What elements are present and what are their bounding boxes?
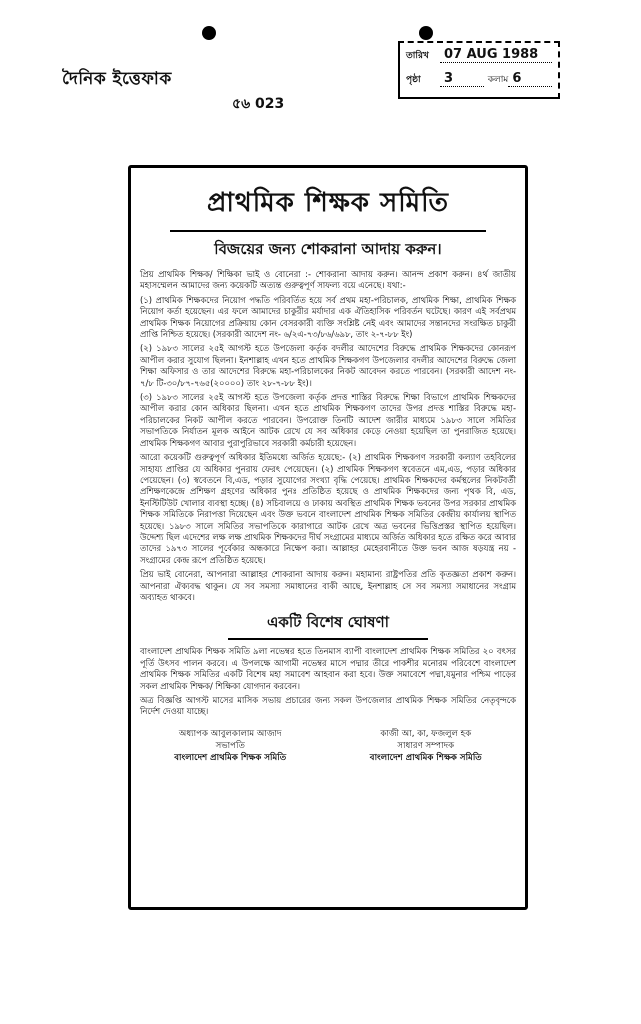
ad-paragraph: (৩) ১৯৮৩ সালের ২৫ই আগস্ট হতে উপজেলা কর্তৃক প্রদত্ত শাস্তির বিরুদ্ধে শিক্ষা বিভাগে প্রাথমিক শিক্ষকদের আপীল করার কোন অধিকার ছিলনা। এখন হতে প্রাথমিক শিক্ষকগণ তাদের উপর প্রদত্ত শাস্তির বিরুদ্ধে মহা-পরিচালকের নিকট আপীল করতে পারবেন। উপরোক্ত তিনটি আদেশ জারীর মাধ্যমে ১৯৮৩ সালে সমিতির সভাপতিকে নির্যাতন মূলক আইনে আটক রেখে যে সব অধিকার কেড়ে নেওয়া হয়েছিল তা পুনরাজিত হয়েছে। প্রাথমিক শিক্ষকগণ আবার পুরাপুরিভাবে সরকারী কর্মচারী হয়েছেন। bbox=[140, 392, 516, 448]
ad-subtitle: বিজয়ের জন্য শোকরানা আদায় করুন। bbox=[214, 240, 442, 258]
advertisement-box bbox=[128, 165, 528, 910]
ad-title: প্রাথমিক শিক্ষক সমিতি bbox=[170, 182, 486, 232]
ad-paragraph: (১) প্রাথমিক শিক্ষকদের নিয়োগ পদ্ধতি পরিবর্তিত হয়ে সর্ব প্রথম মহা-পরিচালক, প্রাথমিক শিক্ষা, প্রাথমিক শিক্ষক নিয়োগ কর্তা হয়েছেন। এর ফলে আমাদের চাকুরীর মর্যাদার এক ঐতিহাসিক পরিবর্তন ঘটেছে। কারণ এই সর্বপ্রথম প্রাথমিক শিক্ষক নিয়োগের প্রক্রিয়ায় কোন বেসরকারী ব্যক্তি সংশ্লিষ্ট নেই এবং আমাদের সন্তানদের সংরক্ষিত চাকুরী প্রাপ্তি নিশ্চিত হয়েছে। (সরকারী আদেশ নং- ৬/২এ-৭৩/৮৬/৬৯৮, তাং ২-৭-৮৮ ইং) bbox=[140, 294, 516, 340]
stamp-page-value: 3 bbox=[440, 71, 484, 87]
newspaper-name: দৈনিক ইত্তেফাক bbox=[62, 69, 172, 89]
signature-title: সাধারণ সম্পাদক bbox=[397, 740, 455, 751]
stamp-column-label: কলাম bbox=[487, 75, 509, 85]
clip-number: ৫৬ 023 bbox=[232, 96, 285, 112]
signature-name: কাজী আ, কা, ফজলুল হক bbox=[380, 728, 472, 739]
announcement-paragraph: বাংলাদেশ প্রাথমিক শিক্ষক সমিতি ৯লা নভেম্বর হতে তিনমাস ব্যাপী বাংলাদেশ প্রাথমিক শিক্ষক সমিতির ২০ বৎসর পূর্তি উৎসব পালন করবে। এ উপলক্ষে আগামী নভেম্বর মাসে পদ্মার তীরে পাকশীর মনোরম পরিবেশে বাংলাদেশ প্রাথমিক শিক্ষক সমিতির একটি বিশেষ মহা সমাবেশ আহবান করা হবে। উক্ত সমাবেশে পদ্মা,যমুনার পশ্চিম পাড়ের সকল প্রাথমিক শিক্ষক/ শিক্ষিকা যোগদান করবেন। bbox=[140, 646, 516, 691]
stamp-page-label: পৃষ্ঠা bbox=[406, 75, 421, 85]
stamp-date-label: তারিখ bbox=[406, 51, 429, 61]
announcement-heading: একটি বিশেষ ঘোষণা bbox=[228, 611, 428, 640]
signature-block bbox=[140, 728, 516, 764]
stamp-column-value: 6 bbox=[508, 71, 552, 87]
signature-org: বাংলাদেশ প্রাথমিক শিক্ষক সমিতি bbox=[174, 752, 287, 763]
announcement-paragraph: অত্র বিজ্ঞপ্তি আগস্ট মাসের মাসিক সভায় প্রচারের জন্য সকল উপজেলার প্রাথমিক শিক্ষক সমিতির নেতৃবৃন্দকে নির্দেশ দেওয়া যাচ্ছে। bbox=[140, 695, 516, 717]
ad-paragraph: প্রিয় ভাই বোনেরা, আপনারা আল্লাহর শোকরানা আদায় করুন। মহামান্য রাষ্ট্রপতির প্রতি কৃতজ্ঞতা প্রকাশ করুন। আপনারা ঐক্যবদ্ধ থাকুন। যে সব সমস্যা সমাধানের বাকী আছে, ইনশাল্লাহ সে সব সমস্যা সমাধানের সংগ্রাম অব্যাহত থাকবে। bbox=[140, 569, 516, 602]
punch-hole-left bbox=[202, 26, 216, 40]
ad-paragraph: আরো কয়েকটি গুরুত্বপূর্ণ অধিকার ইতিমধ্যে অর্জিত হয়েছে:- (২) প্রাথমিক শিক্ষকগণ সরকারী কল্যাণ তহবিলের সাহায্য প্রাপ্তির যে অধিকার পুনরায় ফেরৎ পেয়েছেন। (২) প্রাথমিক শিক্ষকগণ স্ববেতনে এম,এড, পড়ার অধিকার পেয়েছেন। (৩) স্ববেতনে বি,এড, পড়ার সুযোগের সংখ্যা বৃদ্ধি পেয়েছে। প্রাথমিক শিক্ষকদের কর্মস্থলের নিকটবর্তী প্রশিক্ষণকেন্দ্রে প্রশিক্ষণ গ্রহণের অধিকার পুনঃ প্রতিষ্ঠিত হয়েছে ও প্রাথমিক শিক্ষকদের জন্য পৃথক বি, এড, ইনস্টিটিউট খোলার ব্যবস্থা হচ্ছে। (৪) সচিবালয়ে ও ঢাকায় অবস্থিত প্রাথমিক শিক্ষক ভবনের উপর সরকার প্রাথমিক শিক্ষক সমিতিকে নিরাপত্তা দিয়েছেন এবং উক্ত ভবনে বাংলাদেশ প্রাথমিক শিক্ষক সমিতির কেন্দ্রীয় কার্যালয় স্থাপিত হয়েছে। ১৯৮৩ সালে সমিতির সভাপতিকে কারাগারে আটক রেখে অত্র ভবনের ভিত্তিপ্রস্তর স্থাপিত হয়েছিল। উদ্দেশ্য ছিল এদেশের লক্ষ লক্ষ প্রাথমিক শিক্ষকদের দীর্ঘ সংগ্রামের মাধ্যমে অর্জিত অধিকার হতে রক্ষিত করে আবার তাদের ১৯৭৩ সালের পূর্বেকার অন্ধকারে নিক্ষেপ করা। আল্লাহর মেহেরবানীতে উক্ত ভবন আজ ষড়যন্ত্র নয় - সংগ্রামের কেন্দ্র রূপে প্রতিষ্ঠিত হয়েছে। bbox=[140, 452, 516, 565]
signature-org: বাংলাদেশ প্রাথমিক শিক্ষক সমিতি bbox=[369, 752, 482, 763]
signature-president bbox=[140, 728, 320, 764]
signature-secretary bbox=[336, 728, 516, 764]
date-stamp bbox=[398, 41, 560, 99]
stamp-date-row bbox=[406, 47, 552, 71]
ad-paragraph: প্রিয় প্রাথমিক শিক্ষক/ শিক্ষিকা ভাই ও বোনেরা :- শোকরানা আদায় করুন। আনন্দ প্রকাশ করুন। ৪র্থ জাতীয় মহাসম্মেলন আমাদের জন্য কয়েকটি অত্যন্ত গুরুত্বপূর্ণ সাফল্য বয়ে এনেছে। যথা:- bbox=[140, 269, 516, 291]
punch-hole-right bbox=[419, 26, 433, 40]
ad-paragraph: (২) ১৯৮৩ সালের ২৫ই আগস্ট হতে উপজেলা কর্তৃক বদলীর আদেশের বিরুদ্ধে প্রাথমিক শিক্ষকদের কোনরূপ আপীল করার সুযোগ ছিলনা। ইনশাল্লাহ এখন হতে প্রাথমিক শিক্ষকগণ উপজেলার বদলীর আদেশের বিরুদ্ধে জেলা শিক্ষা অফিসার ও তার আদেশের বিরুদ্ধে মহা-পরিচালকের নিকট আবেদন করতে পারবেন। (সরকারী আদেশ নং- ৭/৮ টি-৩০/৮৭-৭৬৫(২০০০০) তাং ২৮-৭-৮৮ ইং)। bbox=[140, 343, 516, 388]
stamp-page-row bbox=[406, 71, 552, 95]
stamp-date-value: 07 AUG 1988 bbox=[440, 47, 552, 63]
signature-name: অধ্যাপক আবুলকালাম আজাদ bbox=[178, 728, 282, 739]
signature-title: সভাপতি bbox=[215, 740, 245, 751]
